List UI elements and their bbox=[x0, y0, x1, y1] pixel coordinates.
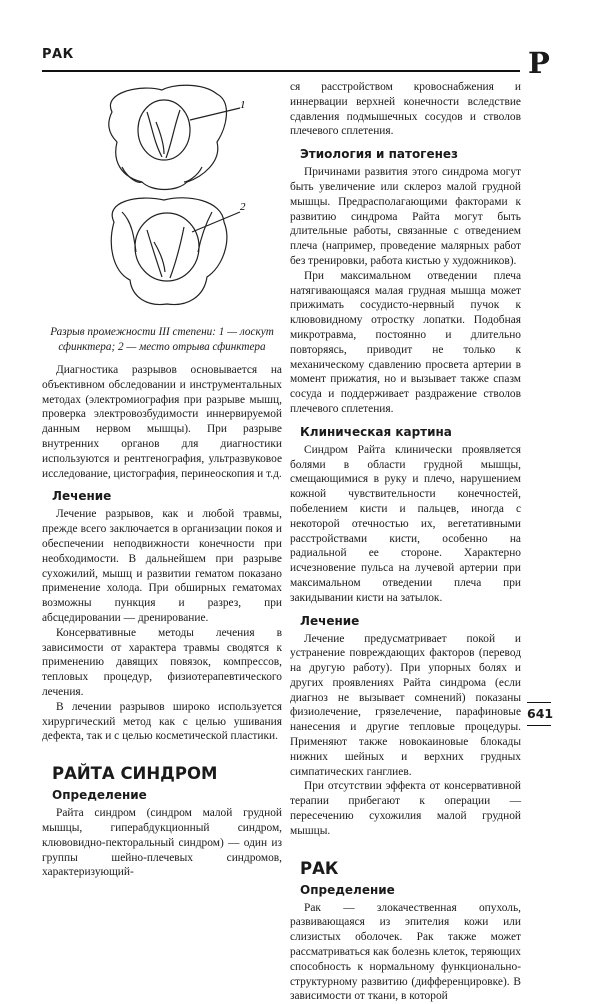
treatment-paragraph: Лечение разрывов, как и любой травмы, прежде всего заключается в организации покоя и обеспечении неподвижности конечности при необходимости. В дальнейшем при разрыве сухожилий, мышц и развитии гематом показано применение холода. При обширных гематомах возможны пункция и разрез, при абсцедировании — дренирование. bbox=[42, 508, 282, 624]
header-rule bbox=[42, 70, 520, 72]
anatomical-illustration bbox=[92, 82, 262, 322]
perineum-rupture-drawing bbox=[92, 82, 262, 322]
figure-caption: Разрыв промежности III степени: 1 — лоскут сфинктера; 2 — место отрыва сфинктера bbox=[50, 326, 274, 353]
continuation-paragraph: ся расстройством кровоснабжения и иннервации верхней конечности вследствие сдавления подмышечных сосудов и стволов плечевого сплетения. bbox=[290, 81, 521, 138]
right-column bbox=[290, 80, 521, 1004]
treatment-paragraph: Консервативные методы лечения в зависимости от характера травмы сводятся к применению давящих повязок, компрессов, тепловых процедур, физиотерапевтического лечения. bbox=[42, 626, 282, 698]
definition-paragraph: Райта синдром (синдром малой грудной мышцы, гиперабдукционный синдром, клювовидно-пекторальный синдром) — один из группы шейно-плечевых синдромов, характеризующий- bbox=[42, 807, 282, 879]
entry-title-wright-syndrome: РАЙТА СИНДРОМ bbox=[52, 764, 218, 784]
clinical-paragraph: Синдром Райта клинически проявляется болями в области грудной мышцы, смещающимися в руку и плечо, нарушением кожной чувствительности конечностей, побелением кисти и пальцев, иногда с некоторой отечностью их, вегетативными расстройствами кисти, особенно на радиальной ее стороне. Характерно исчезновение пульса на лучевой артерии при максимальном отведении плеча при закидывании кисти на затылок. bbox=[290, 443, 521, 604]
running-title: РАК bbox=[42, 47, 74, 62]
left-column bbox=[42, 325, 282, 880]
clinical-heading: Клиническая картина bbox=[300, 424, 452, 439]
figure-label-1: 1 bbox=[240, 99, 246, 111]
etiology-paragraph: Причинами развития этого синдрома могут быть увеличение или склероз малой грудной мышцы. Предрасполагающими факторами к развитию синдрома Райта могут быть длительные работы, связанные с отведением плеча (например, проведение малярных работ без тренировки, работа кистью у художников). bbox=[290, 166, 521, 267]
section-letter: Р bbox=[528, 46, 550, 80]
etiology-paragraph: При максимальном отведении плеча натягивающаяся малая грудная мышца может прижимать сосудисто-нервный пучок к клювовидному отростку лопатки. Подобная микротравма, постоянно и длительно повторяясь, приводит не только к механическому сдавлению просвета артерии в момент прижатия, но и вызывает также спазм сосуда и поддерживает раздражение стволов плечевого сплетения. bbox=[290, 269, 521, 415]
treatment-paragraph: При отсутствии эффекта от консервативной терапии прибегают к операции — пересечению сухожилия малой грудной мышцы. bbox=[290, 780, 521, 837]
definition-paragraph: Рак — злокачественная опухоль, развивающаяся из эпителия кожи или слизистых оболочек. Рак также может рассматриваться как болезнь клеток, теряющих способность к нормальному функционально-структурному развитию (дифференцировке). В зависимости от ткани, в которой bbox=[290, 901, 521, 1003]
etiology-heading: Этиология и патогенез bbox=[300, 147, 458, 162]
page-number: 641 bbox=[527, 702, 551, 726]
definition-heading: Определение bbox=[52, 788, 147, 803]
figure-label-2: 2 bbox=[240, 201, 246, 213]
treatment-heading: Лечение bbox=[300, 613, 360, 628]
entry-title-cancer: РАК bbox=[300, 858, 339, 878]
diagnostics-paragraph: Диагностика разрывов основывается на объективном обследовании и инструментальных методах (электромиография при разрыве мышц, проверка электровозбудимости иннервируемой данным нервом мышцы). При разрыве внутренних органов для диагностики используются и рентгенография, ультразвуковое исследование, цистография, перинеоскопия и т.д. bbox=[42, 364, 282, 480]
treatment-paragraph: В лечении разрывов широко используется хирургический метод как с целью ушивания дефекта, так и с целью косметической пластики. bbox=[42, 700, 282, 743]
treatment-paragraph: Лечение предусматривает покой и устранение повреждающих факторов (перевод на другую работу). При упорных болях и других проявлениях Райта синдрома (если диагноз не вызывает сомнений) показаны физиолечение, грязелечение, парафиновые нанесения и другие тепловые процедуры. Применяют также новокаиновые блокады нижних шейных и верхних грудных симпатических ганглиев. bbox=[290, 632, 521, 778]
treatment-heading: Лечение bbox=[52, 489, 112, 504]
definition-heading: Определение bbox=[300, 882, 395, 897]
